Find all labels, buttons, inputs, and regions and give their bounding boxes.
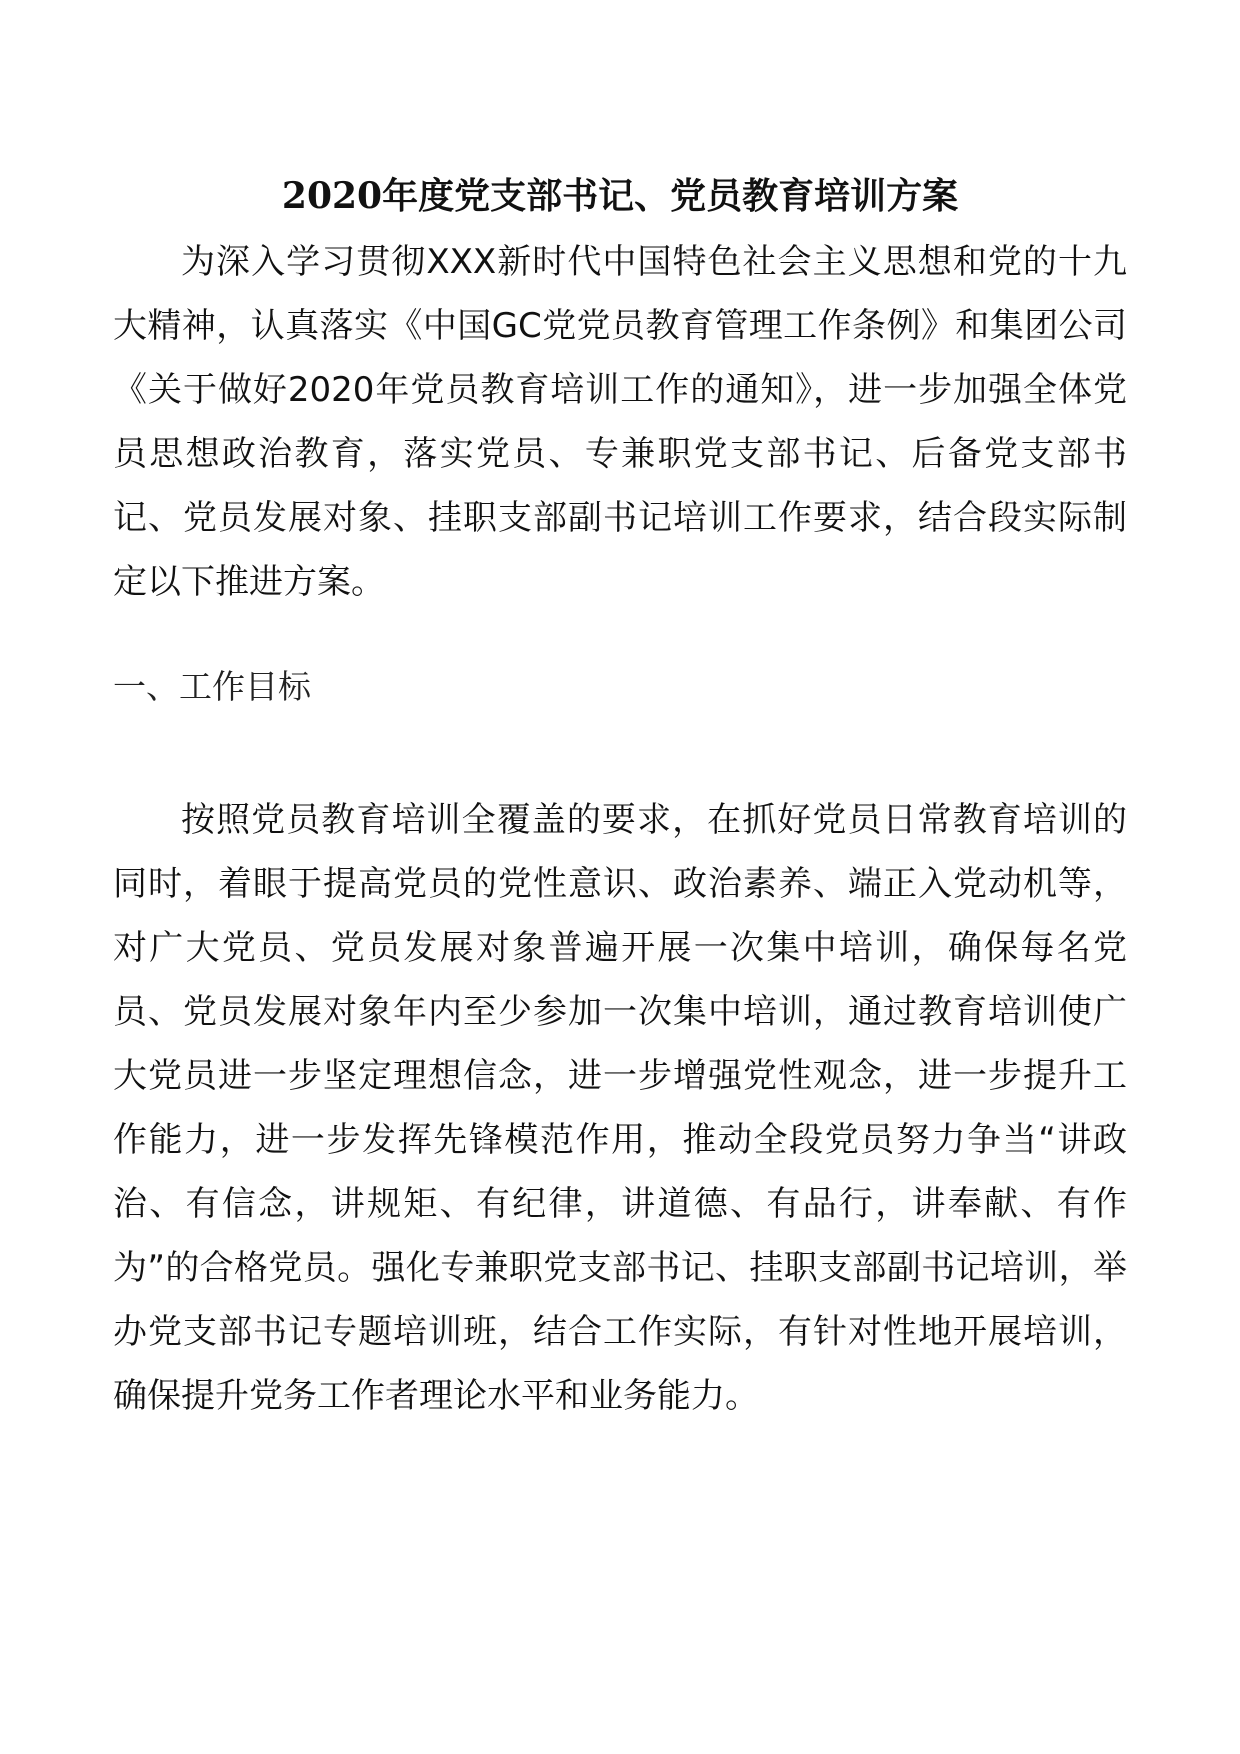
section-heading-work-goals: 一、工作目标 bbox=[113, 667, 311, 706]
intro-paragraph: 为深入学习贯彻XXX新时代中国特色社会主义思想和党的十九大精神，认真落实《中国GC党党员教育管理工作条例》和集团公司《关于做好2020年党员教育培训工作的通知》，进一步加强全体党员思想政治教育，落实党员、专兼职党支部书记、后备党支部书记、党员发展对象、挂职支部副书记培训工作要求，结合段实际制定以下推进方案。 bbox=[113, 242, 1127, 602]
document-title: 2020年度党支部书记、党员教育培训方案 bbox=[281, 175, 959, 217]
section-paragraph-work-goals: 按照党员教育培训全覆盖的要求，在抓好党员日常教育培训的同时，着眼于提高党员的党性意识、政治素养、端正入党动机等，对广大党员、党员发展对象普遍开展一次集中培训，确保每名党员、党员发展对象年内至少参加一次集中培训，通过教育培训使广大党员进一步坚定理想信念，进一步增强党性观念，进一步提升工作能力，进一步发挥先锋模范作用，推动全段党员努力争当“讲政治、有信念，讲规矩、有纪律，讲道德、有品行，讲奉献、有作为”的合格党员。强化专兼职党支部书记、挂职支部副书记培训，举办党支部书记专题培训班，结合工作实际，有针对性地开展培训，确保提升党务工作者理论水平和业务能力。 bbox=[113, 800, 1127, 1416]
